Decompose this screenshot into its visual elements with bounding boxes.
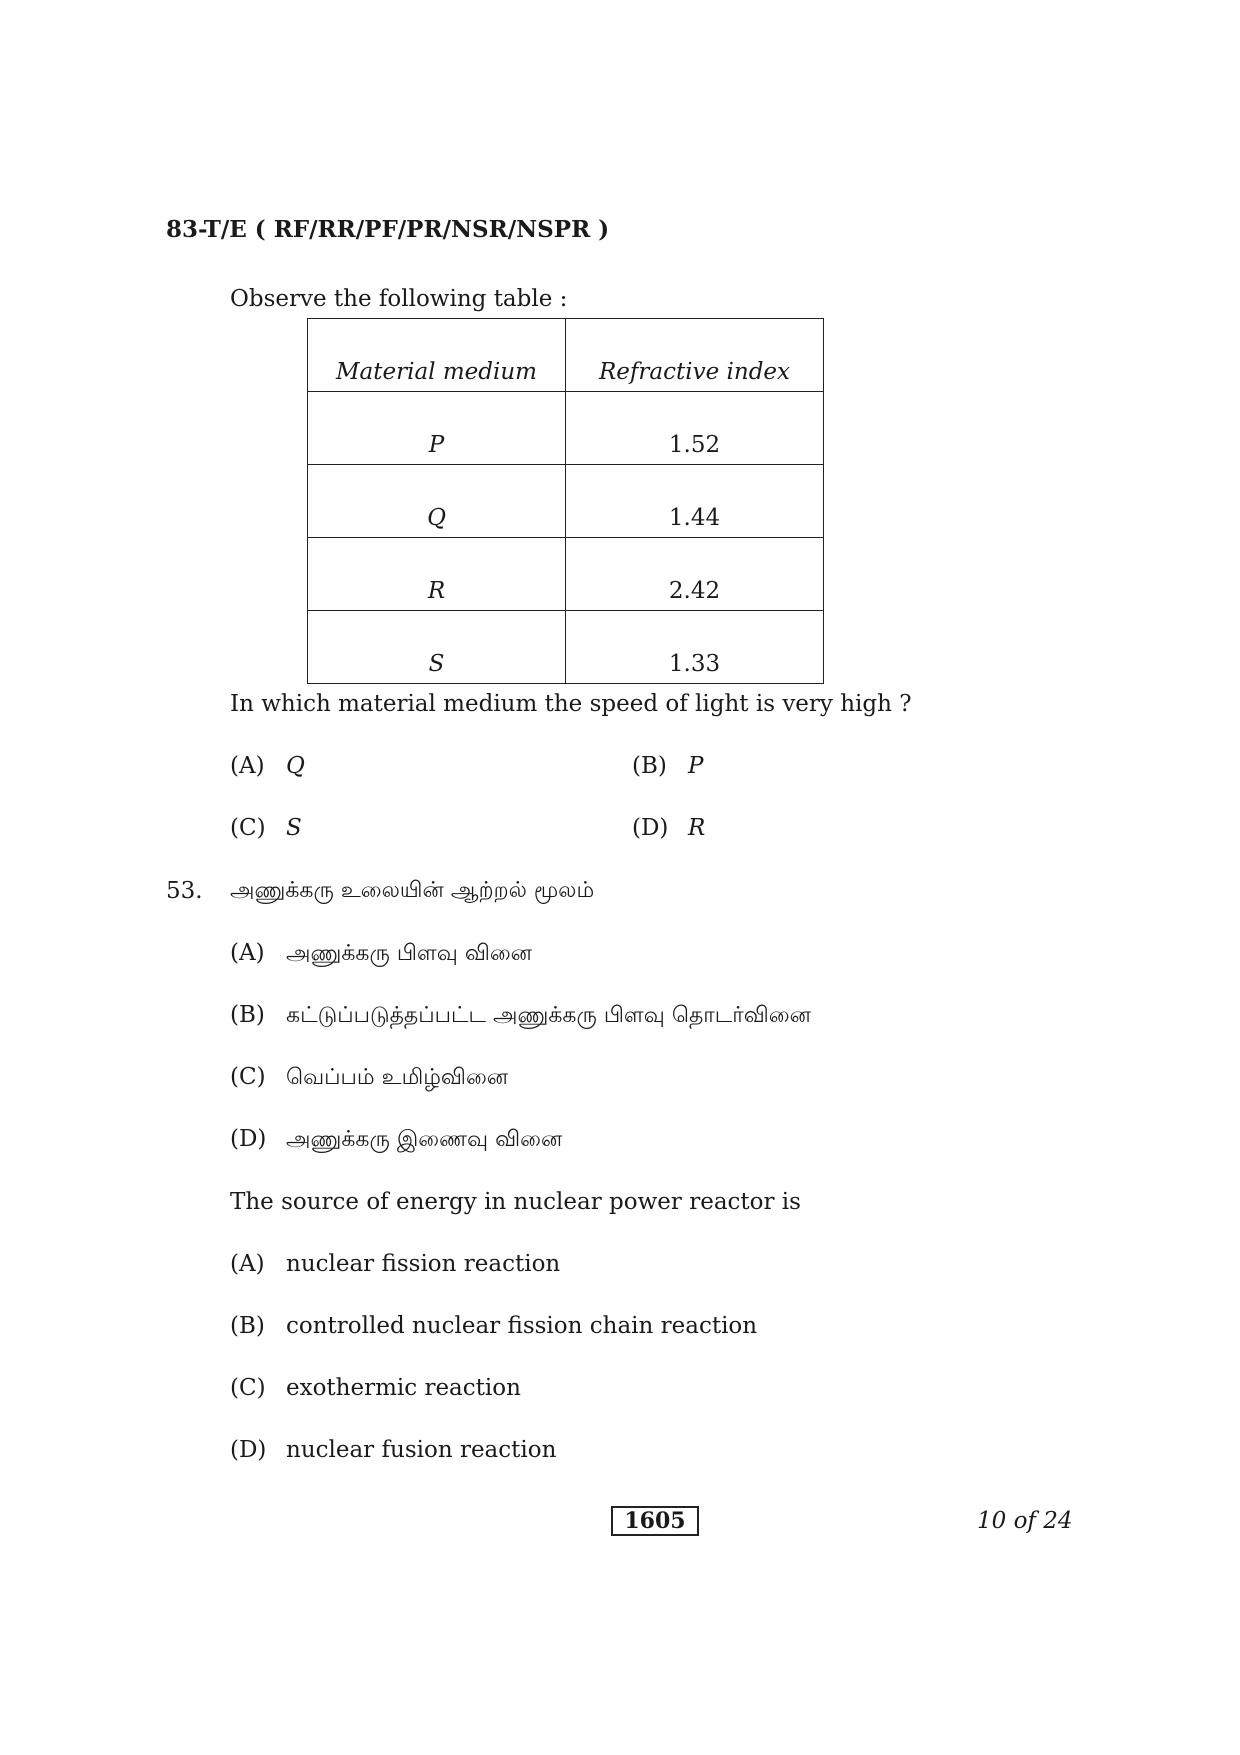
option-b-english: [230, 1313, 757, 1339]
index-cell: 1.52: [566, 392, 824, 465]
table-intro: Observe the following table :: [230, 286, 568, 312]
option-letter: (B): [632, 753, 667, 779]
question-53-tamil: அணுக்கரு உலையின் ஆற்றல் மூலம்: [230, 878, 595, 903]
option-letter: (C): [230, 1064, 266, 1090]
table-header-row: [308, 319, 824, 392]
page-header: 83-T/E ( RF/RR/PF/PR/NSR/NSPR ): [166, 216, 610, 243]
option-text: controlled nuclear fission chain reaction: [286, 1313, 758, 1339]
medium-cell: S: [308, 611, 566, 684]
option-text: P: [688, 753, 704, 779]
option-text: nuclear fission reaction: [286, 1251, 561, 1277]
option-text: வெப்பம் உமிழ்வினை: [286, 1065, 509, 1090]
option-b: [632, 753, 703, 779]
option-letter: (D): [230, 1437, 267, 1463]
option-text: கட்டுப்படுத்தப்பட்ட அணுக்கரு பிளவு தொடர்வினை: [286, 1003, 811, 1028]
option-letter: (B): [230, 1313, 265, 1339]
medium-cell: Q: [308, 465, 566, 538]
refractive-index-table: [307, 318, 824, 684]
option-letter: (B): [230, 1002, 265, 1028]
option-text: R: [688, 815, 706, 841]
option-a-english: [230, 1251, 560, 1277]
column-header-index: Refractive index: [566, 319, 824, 392]
table-row: [308, 392, 824, 465]
option-letter: (C): [230, 815, 266, 841]
option-letter: (A): [230, 1251, 265, 1277]
option-d-english: [230, 1437, 556, 1463]
booklet-code: 1605: [611, 1506, 699, 1536]
option-text: அணுக்கரு பிளவு வினை: [286, 941, 532, 966]
option-b-tamil: [230, 1002, 811, 1031]
question-52-text: In which material medium the speed of light is very high ?: [230, 691, 912, 717]
option-letter: (A): [230, 940, 265, 966]
option-text: அணுக்கரு இணைவு வினை: [286, 1127, 563, 1152]
option-letter: (C): [230, 1375, 266, 1401]
option-letter: (D): [230, 1126, 267, 1152]
medium-cell: P: [308, 392, 566, 465]
medium-cell: R: [308, 538, 566, 611]
option-a: [230, 753, 305, 779]
index-cell: 1.44: [566, 465, 824, 538]
option-c: [230, 815, 302, 841]
page-number: 10 of 24: [977, 1508, 1073, 1534]
option-c-english: [230, 1375, 521, 1401]
option-d: [632, 815, 705, 841]
column-header-medium: Material medium: [308, 319, 566, 392]
table-row: [308, 465, 824, 538]
index-cell: 1.33: [566, 611, 824, 684]
question-number: 53.: [166, 878, 203, 904]
question-53-english: The source of energy in nuclear power reactor is: [230, 1189, 801, 1215]
option-d-tamil: [230, 1126, 562, 1155]
option-text: nuclear fusion reaction: [286, 1437, 557, 1463]
index-cell: 2.42: [566, 538, 824, 611]
option-a-tamil: [230, 940, 532, 969]
table-row: [308, 611, 824, 684]
option-letter: (A): [230, 753, 265, 779]
option-text: exothermic reaction: [286, 1375, 521, 1401]
option-letter: (D): [632, 815, 669, 841]
option-text: Q: [286, 753, 305, 779]
option-text: S: [286, 815, 302, 841]
option-c-tamil: [230, 1064, 508, 1093]
table-row: [308, 538, 824, 611]
